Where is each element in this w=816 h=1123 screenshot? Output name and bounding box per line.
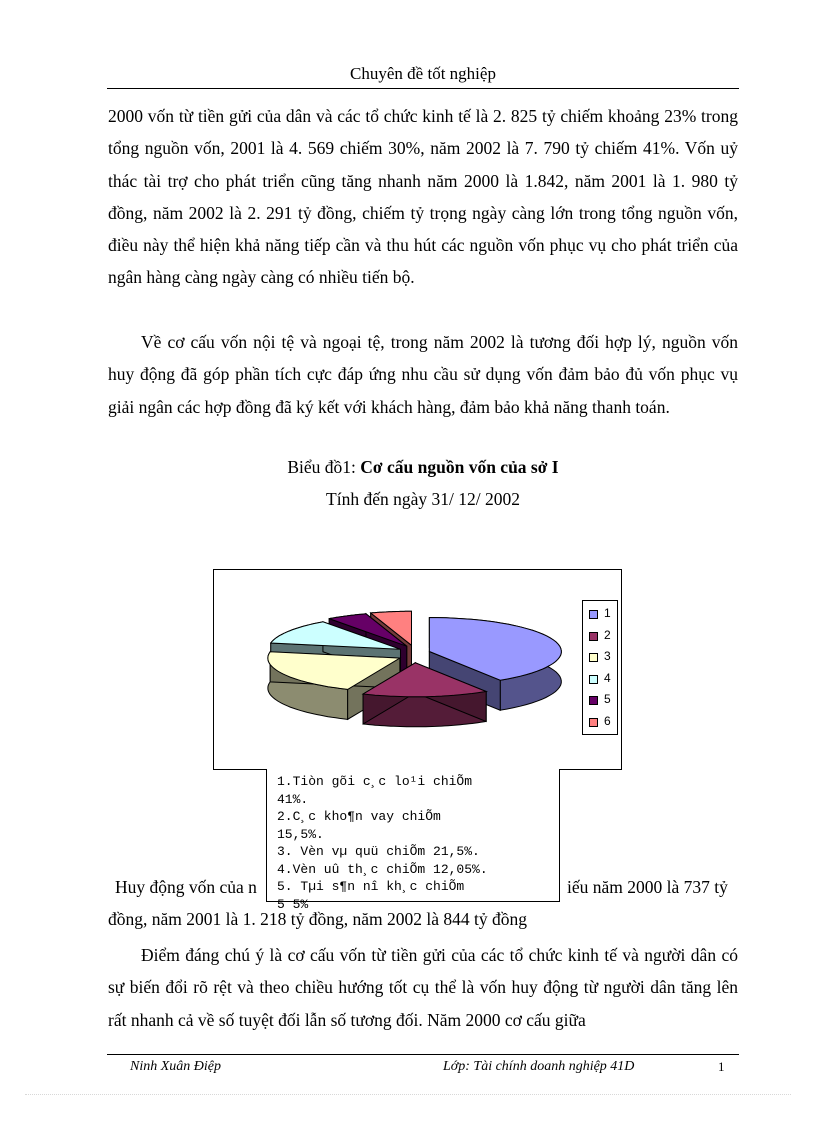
legend-item-4	[587, 672, 615, 686]
legend-swatch	[589, 632, 598, 641]
legend-item-3	[587, 650, 615, 664]
caption-title: Cơ cấu nguồn vốn của sở I	[360, 457, 559, 477]
legend-label: 1	[604, 606, 611, 620]
pie-chart-frame	[213, 569, 622, 770]
footer-author: Ninh Xuân Điệp	[130, 1059, 221, 1074]
legend-swatch	[589, 696, 598, 705]
paragraph-3-start: Huy động vốn của n	[115, 877, 257, 897]
chart-legend	[582, 600, 618, 735]
legend-item-1	[587, 607, 615, 621]
chart-note-box	[266, 769, 560, 912]
legend-label: 2	[604, 627, 611, 642]
note-line: 41%.	[277, 791, 309, 807]
legend-swatch	[589, 675, 598, 684]
legend-swatch	[589, 718, 598, 727]
legend-swatch	[589, 653, 598, 662]
note-line: 3. Vèn vµ quü chiÕm 21,5%.	[277, 844, 480, 859]
page-header-title: Chuyên đề tốt nghiệp	[350, 64, 496, 83]
footer-rule	[107, 1054, 739, 1055]
legend-label: 3	[604, 649, 611, 663]
note-line: 5 5%	[277, 896, 309, 912]
legend-label: 5	[604, 692, 611, 706]
chart-caption	[108, 457, 738, 478]
pie-chart	[214, 570, 621, 769]
chart-date-caption: Tính đến ngày 31/ 12/ 2002	[326, 489, 520, 509]
note-line: 4.Vèn uû th¸c chiÕm 12,05%.	[277, 861, 488, 877]
page-number: 1	[718, 1059, 725, 1074]
footer-class: Lớp: Tài chính doanh nghiệp 41D	[443, 1059, 635, 1074]
note-line: 1.Tiòn gõi c¸c lo¹i chiÕm	[277, 774, 473, 789]
legend-label: 4	[604, 670, 611, 685]
paragraph-3-end: iếu năm 2000 là 737 tỷ	[567, 877, 728, 897]
legend-swatch	[589, 610, 598, 619]
paragraph-3-line2: đồng, năm 2001 là 1. 218 tỷ đồng, năm 2002 là 844 tỷ đồng	[108, 909, 527, 929]
header-rule	[107, 88, 739, 89]
legend-label: 6	[604, 713, 611, 728]
note-line: 5. Tµi s¶n nî kh¸c chiÕm	[277, 879, 465, 894]
legend-item-2	[587, 629, 615, 643]
legend-item-6	[587, 715, 615, 729]
note-line: 15,5%.	[277, 826, 324, 842]
caption-prefix: Biểu đồ1:	[287, 457, 361, 477]
paragraph-2: Về cơ cấu vốn nội tệ và ngoại tệ, trong năm 2002 là tương đối hợp lý, nguồn vốn huy động đã góp phần tích cực đáp ứng nhu cầu sử dụng vốn đảm bảo đủ vốn phục vụ giải ngân các hợp đồng đã ký kết với khách hàng, đảm bảo khả năng thanh toán.	[108, 332, 738, 417]
paragraph-1: 2000 vốn từ tiền gửi của dân và các tổ chức kinh tế là 2. 825 tỷ chiếm khoảng 23% trong tổng nguồn vốn, 2001 là 4. 569 chiếm 30%, năm 2002 là 7. 790 tỷ chiếm 41%. Vốn uỷ thác tài trợ cho phát triển cũng tăng nhanh năm 2000 là 1.842, năm 2001 là 1. 980 tỷ đồng, năm 2002 là 2. 291 tỷ đồng, chiếm tỷ trọng ngày càng lớn trong tổng nguồn vốn, điều này thể hiện khả năng tiếp cần và thu hút các nguồn vốn phục vụ cho phát triển của ngân hàng càng ngày càng có nhiều tiến bộ.	[108, 106, 738, 288]
page-edge	[25, 1094, 791, 1095]
legend-item-5	[587, 693, 615, 707]
note-line: 2.C¸c kho¶n vay chiÕm	[277, 809, 441, 824]
paragraph-4: Điểm đáng chú ý là cơ cấu vốn từ tiền gửi của các tổ chức kinh tế và người dân có sự biến đổi rõ rệt và theo chiều hướng tốt cụ thể là vốn huy động từ người dân tăng lên rất nhanh cả về số tuyệt đối lẫn số tương đối. Năm 2000 cơ cấu giữa	[108, 945, 738, 1030]
